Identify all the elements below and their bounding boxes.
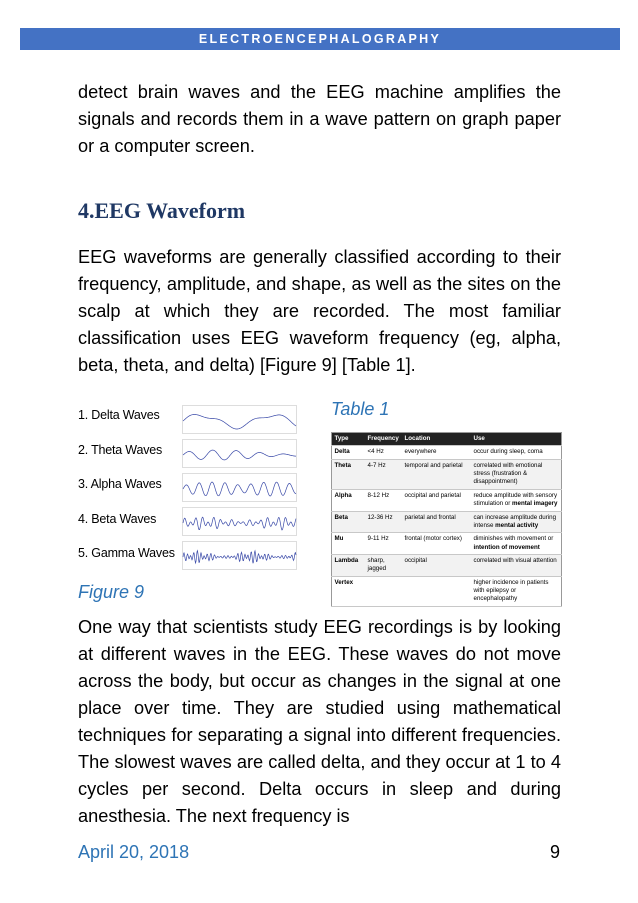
footer-page-number: 9	[550, 842, 561, 862]
wave-label-theta: 2. Theta Waves	[78, 442, 163, 457]
eeg-waveform-svg	[182, 405, 297, 575]
cell-frequency: 4-7 Hz	[365, 459, 402, 489]
waveform-frame-gamma	[183, 542, 297, 570]
cell-use-text: higher incidence in patients with epilepsy or encephalopathy	[473, 578, 549, 603]
cell-use	[471, 511, 562, 533]
wave-label-gamma: 5. Gamma Waves	[78, 546, 175, 560]
col-header-frequency: Frequency	[365, 433, 402, 446]
table-caption: Table 1	[331, 399, 390, 419]
intro-paragraph	[78, 79, 561, 160]
cell-location	[402, 576, 471, 606]
cell-location: occipital and parietal	[402, 489, 471, 511]
cell-use-text: diminishes with movement or	[473, 535, 554, 543]
waveform-trace-delta	[183, 415, 296, 430]
eeg-wave-table	[331, 432, 562, 607]
running-header	[20, 28, 620, 50]
footer-date: April 20, 2018	[78, 842, 190, 862]
cell-use-text: correlated with emotional stress (frustration & disappointment)	[473, 461, 543, 486]
cell-use-text: reduce amplitude with sensory stimulation or	[473, 491, 558, 508]
table-row	[332, 489, 562, 511]
cell-frequency	[365, 576, 402, 606]
cell-frequency: 9-11 Hz	[365, 533, 402, 555]
cell-location: everywhere	[402, 446, 471, 459]
cell-frequency: 12-36 Hz	[365, 511, 402, 533]
cell-type: Beta	[332, 511, 366, 533]
cell-type: Lambda	[332, 554, 366, 576]
waveform-trace-alpha	[183, 482, 296, 496]
waveform-frame-theta	[183, 440, 297, 468]
cell-use-emphasis: mental imagery	[512, 500, 558, 508]
running-header-title: ELECTROENCEPHALOGRAPHY	[198, 32, 442, 46]
cell-use-text: occur during sleep, coma	[473, 448, 543, 456]
table-row	[332, 533, 562, 555]
cell-use	[471, 489, 562, 511]
col-header-type: Type	[332, 433, 366, 446]
body-paragraph: One way that scientists study EEG recordings is by looking at different waves in the EEG. These waves do not move across the body, but occur as changes in the signal at one place over time. They are studied using mathematical techniques for separating a signal into different frequencies. The slowest waves are called delta, and they occur at 1 to 4 cycles per second. Delta occurs in sleep and during anesthesia. The next frequency is	[78, 617, 561, 826]
waveform-trace-gamma	[183, 551, 296, 564]
table-row	[332, 554, 562, 576]
cell-use	[471, 576, 562, 606]
cell-location: frontal (motor cortex)	[402, 533, 471, 555]
cell-use-emphasis: mental activity	[495, 521, 539, 529]
cell-use-text: can increase amplitude during intense	[473, 513, 557, 529]
table-row	[332, 459, 562, 489]
waveform-trace-theta	[183, 450, 296, 460]
waveform-frame-beta	[183, 508, 297, 536]
intro-paragraph-text: detect brain waves and the EEG machine amplifies the signals and records them in a wave pattern on	[78, 82, 561, 129]
wave-label-beta: 4. Beta Waves	[78, 511, 157, 526]
waveform-frame-delta	[183, 406, 297, 434]
figure-caption: Figure 9	[78, 582, 145, 602]
col-header-location: Location	[402, 433, 471, 446]
cell-frequency: sharp, jagged	[365, 554, 402, 576]
cell-use	[471, 554, 562, 576]
cell-location: occipital	[402, 554, 471, 576]
cell-use	[471, 459, 562, 489]
table-row	[332, 511, 562, 533]
cell-use-emphasis: intention of movement	[473, 543, 540, 551]
cell-use	[471, 533, 562, 555]
cell-frequency: 8-12 Hz	[365, 489, 402, 511]
cell-type: Mu	[332, 533, 366, 555]
cell-type: Vertex	[332, 576, 366, 606]
col-header-use: Use	[471, 433, 562, 446]
intro-paragraph-last-line: graph paper or a computer screen.	[78, 109, 562, 156]
wave-label-list	[78, 403, 175, 576]
cell-use	[471, 446, 562, 459]
cell-type: Alpha	[332, 489, 366, 511]
section-paragraph-last-line: alpha, beta, theta, and delta) [Figure 9] [Table 1].	[78, 328, 561, 375]
cell-location: parietal and frontal	[402, 511, 471, 533]
section-paragraph-text: EEG waveforms are generally classified according to their frequency, amplitude, and shape, as well as the sites on the scalp at which they are recorded. The most familiar classification uses EEG waveform frequency (eg,	[78, 247, 561, 348]
cell-location: temporal and parietal	[402, 459, 471, 489]
cell-type: Theta	[332, 459, 366, 489]
eeg-waveform-figure	[182, 405, 297, 575]
section-paragraph	[78, 244, 561, 379]
table-row	[332, 576, 562, 606]
wave-label-alpha: 3. Alpha Waves	[78, 477, 162, 491]
wave-label-delta: 1. Delta Waves	[78, 408, 160, 422]
waveform-trace-beta	[183, 517, 296, 530]
cell-use-text: correlated with visual attention	[473, 556, 557, 564]
cell-type: Delta	[332, 446, 366, 459]
cell-frequency: <4 Hz	[365, 446, 402, 459]
table-header-row	[332, 433, 562, 446]
table-row	[332, 446, 562, 459]
section-heading: 4.EEG Waveform	[78, 198, 246, 223]
